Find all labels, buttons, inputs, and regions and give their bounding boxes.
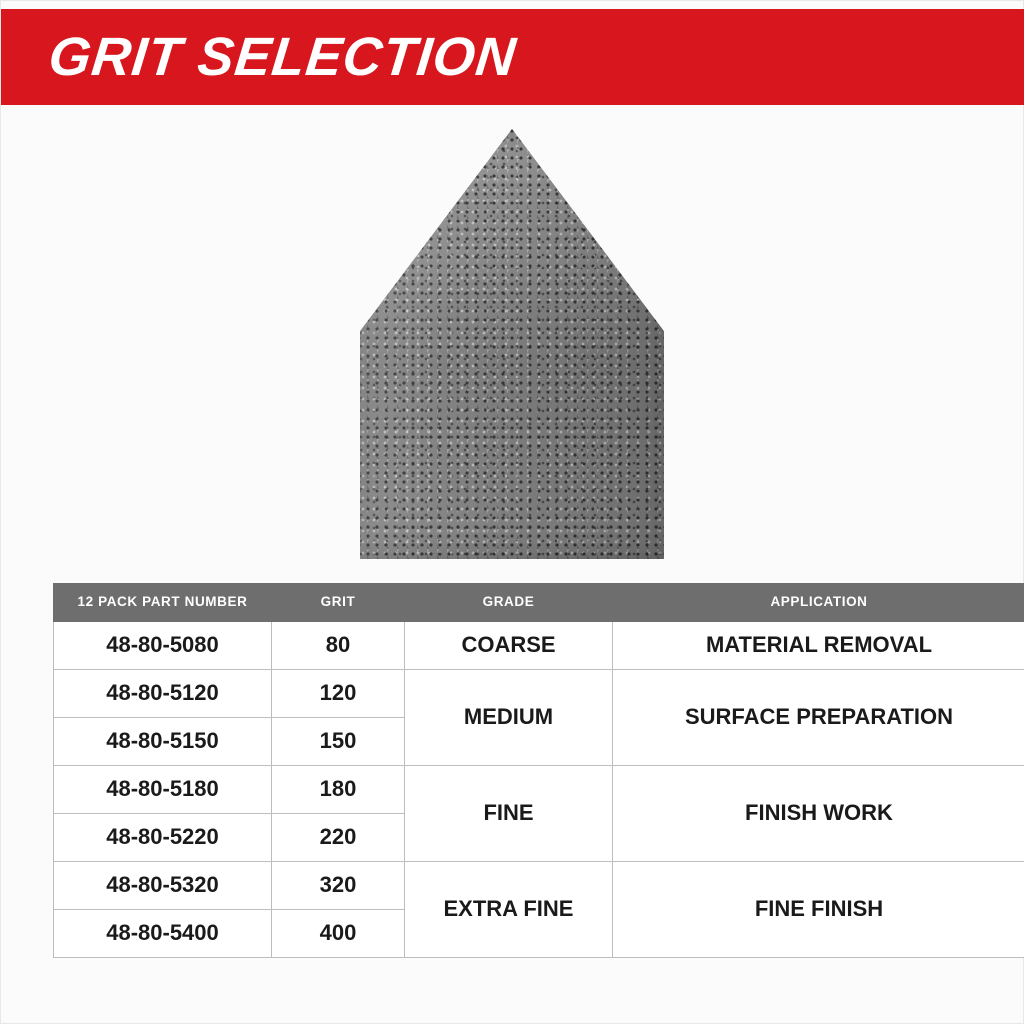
cell-part-number: 48-80-5400 (54, 909, 272, 957)
cell-grit: 180 (272, 765, 405, 813)
cell-grit: 120 (272, 669, 405, 717)
cell-application: MATERIAL REMOVAL (613, 621, 1024, 669)
table-header (54, 584, 1024, 622)
cell-part-number: 48-80-5220 (54, 813, 272, 861)
cell-application: FINISH WORK (613, 765, 1024, 861)
table-header-row (54, 584, 1024, 622)
column-header-application: APPLICATION (613, 584, 1024, 622)
table-body (54, 621, 1024, 957)
grit-selection-table (53, 583, 1024, 958)
cell-grade: FINE (405, 765, 613, 861)
cell-grade: COARSE (405, 621, 613, 669)
cell-application: FINE FINISH (613, 861, 1024, 957)
cell-grade: EXTRA FINE (405, 861, 613, 957)
cell-part-number: 48-80-5080 (54, 621, 272, 669)
cell-application: SURFACE PREPARATION (613, 669, 1024, 765)
column-header-part-number: 12 PACK PART NUMBER (54, 584, 272, 622)
table-row (54, 669, 1024, 717)
cell-grit: 320 (272, 861, 405, 909)
cell-grit: 80 (272, 621, 405, 669)
cell-grit: 220 (272, 813, 405, 861)
header-banner (1, 9, 1024, 105)
cell-grit: 150 (272, 717, 405, 765)
table-row (54, 765, 1024, 813)
cell-grade: MEDIUM (405, 669, 613, 765)
cell-grit: 400 (272, 909, 405, 957)
column-header-grade: GRADE (405, 584, 613, 622)
product-image-area (1, 111, 1024, 566)
cell-part-number: 48-80-5120 (54, 669, 272, 717)
cell-part-number: 48-80-5180 (54, 765, 272, 813)
mesh-texture (357, 129, 667, 559)
abrasive-mesh-sanding-sheet-image (357, 129, 667, 559)
table-row (54, 621, 1024, 669)
table-row (54, 861, 1024, 909)
cell-part-number: 48-80-5150 (54, 717, 272, 765)
column-header-grit: GRIT (272, 584, 405, 622)
cell-part-number: 48-80-5320 (54, 861, 272, 909)
page-title: GRIT SELECTION (45, 27, 520, 87)
